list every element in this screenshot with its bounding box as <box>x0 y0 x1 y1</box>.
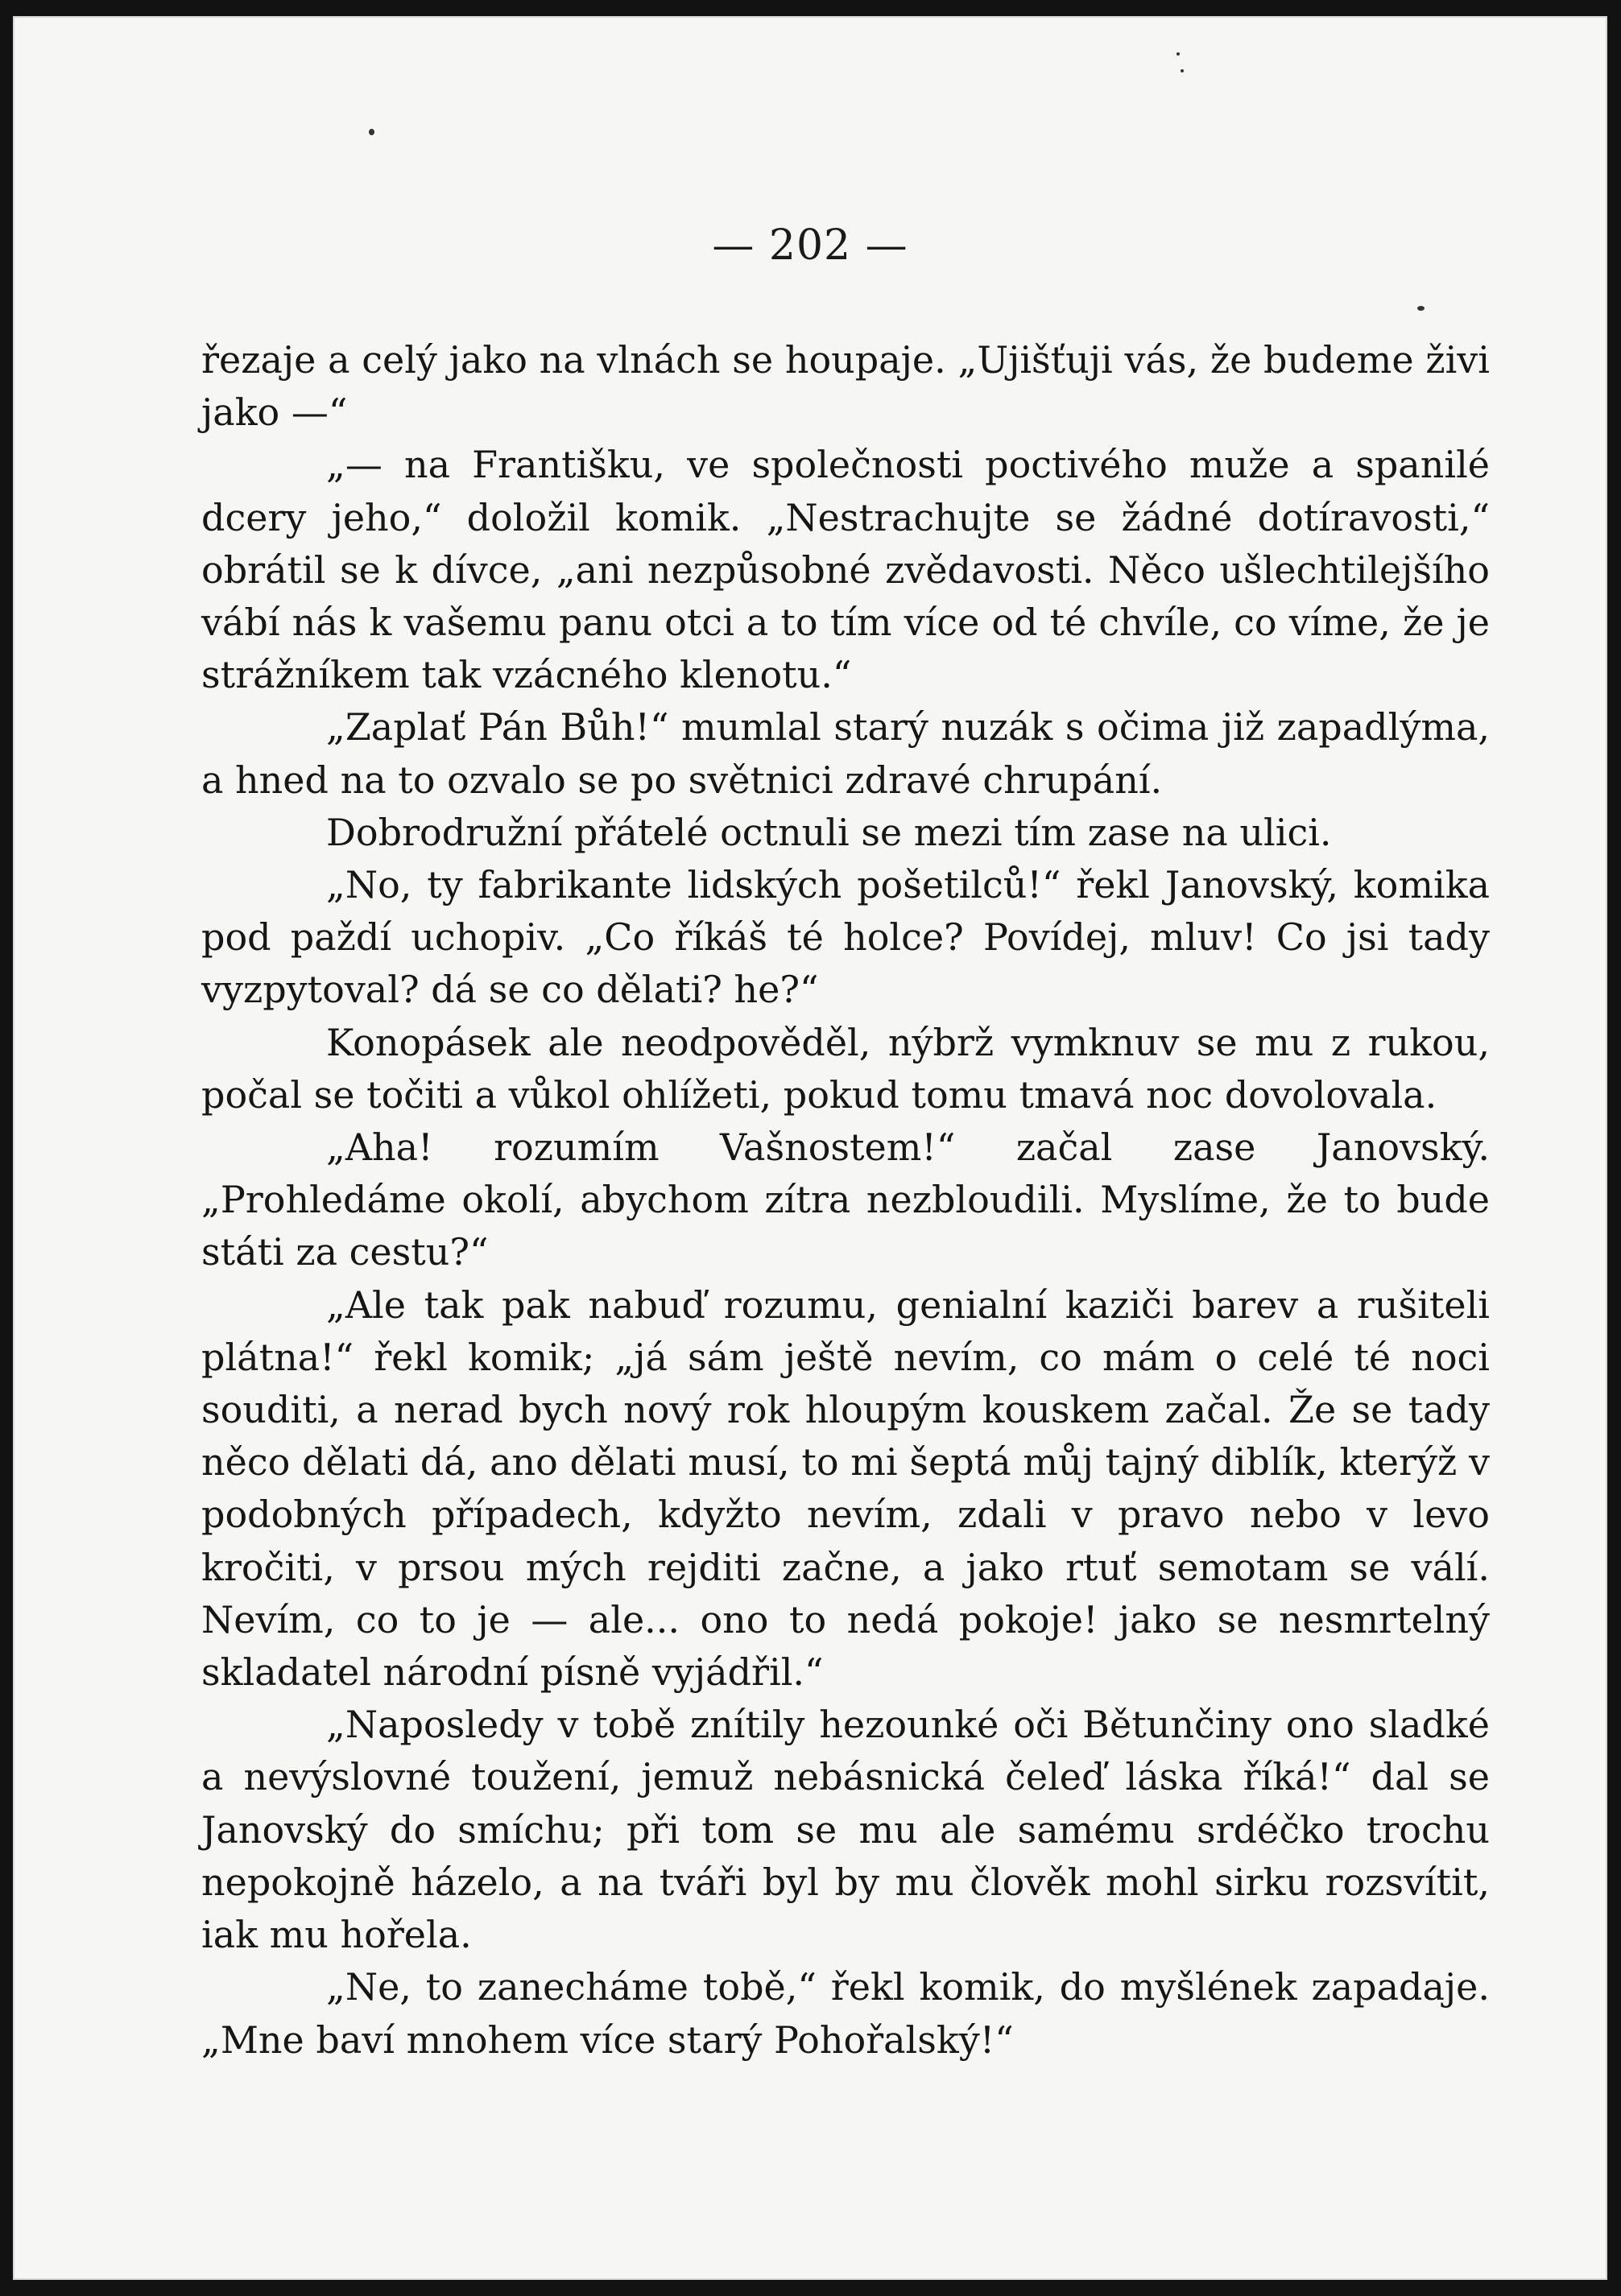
ink-speck <box>1176 52 1180 56</box>
page-number: — 202 — <box>712 221 908 270</box>
paragraph: „Ale tak pak nabuď rozumu, genialní kaziči barev a rušiteli plátna!“ řekl komik; „já sám ještě nevím, co mám o celé té noci souditi, a nerad bych nový rok hloupým kouskem začal. Že se tady něco dělati dá, ano dělati musí, to mi šeptá můj tajný diblík, kterýž v podobných případech, kdyžto nevím, zdali v pravo nebo v levo kročiti, v prsou mých rejditi začne, a jako rtuť semotam se válí. Nevím, co to je — ale... ono to nedá pokoje! jako se nesmrtelný skladatel národní písně vyjádřil.“ <box>201 1282 1490 1695</box>
paragraph: „Aha! rozumím Vašnostem!“ začal zase Janovský. „Prohledáme okolí, abychom zítra nezbloudili. Myslíme, že to bude státi za cestu?“ <box>201 1125 1490 1274</box>
paragraph: „Ne, to zanecháme tobě,“ řekl komik, do myšlének zapadaje. „Mne baví mnohem více starý Pohořalský!“ <box>201 1965 1490 2062</box>
ink-speck <box>1417 306 1425 311</box>
paragraph: Konopásek ale neodpověděl, nýbrž vymknuv se mu z rukou, počal se točiti a vůkol ohlížeti, pokud tomu tmavá noc dovolovala. <box>201 1020 1490 1117</box>
paragraph: „Zaplať Pán Bůh!“ mumlal starý nuzák s očima již zapadlýma, a hned na to ozvalo se po světnici zdravé chrupání. <box>201 705 1490 802</box>
paragraph: „— na Františku, ve společnosti poctivého muže a spanilé dcery jeho,“ doložil komik. „Nestrachujte se žádné dotíravosti,“ obrátil se k dívce, „ani nezpůsobné zvědavosti. Něco ušlechtilejšího vábí nás k vašemu panu otci a to tím více od té chvíle, co víme, že je strážníkem tak vzácného klenotu.“ <box>201 443 1490 697</box>
body-text <box>201 334 1490 2067</box>
paragraph: „Naposledy v tobě znítily hezounké oči Bětunčiny ono sladké a nevýslovné toužení, jemuž nebásnická čeleď láska říká!“ dal se Janovský do smíchu; při tom se mu ale samému srdéčko trochu nepokojně házelo, a na tváři byl by mu člověk mohl sirku rozsvítit, iak mu hořela. <box>201 1703 1490 1957</box>
ink-speck <box>1181 69 1184 72</box>
paragraph: řezaje a celý jako na vlnách se houpaje. „Ujišťuji vás, že budeme živi jako —“ <box>201 338 1490 435</box>
ink-speck <box>369 129 374 135</box>
paragraph: Dobrodružní přátelé octnuli se mezi tím zase na ulici. <box>326 810 1332 854</box>
book-page <box>13 16 1607 2280</box>
paragraph: „No, ty fabrikante lidských pošetilců!“ řekl Janovský, komika pod paždí uchopiv. „Co říkáš té holce? Povídej, mluv! Co jsi tady vyzpytoval? dá se co dělati? he?“ <box>201 863 1490 1012</box>
